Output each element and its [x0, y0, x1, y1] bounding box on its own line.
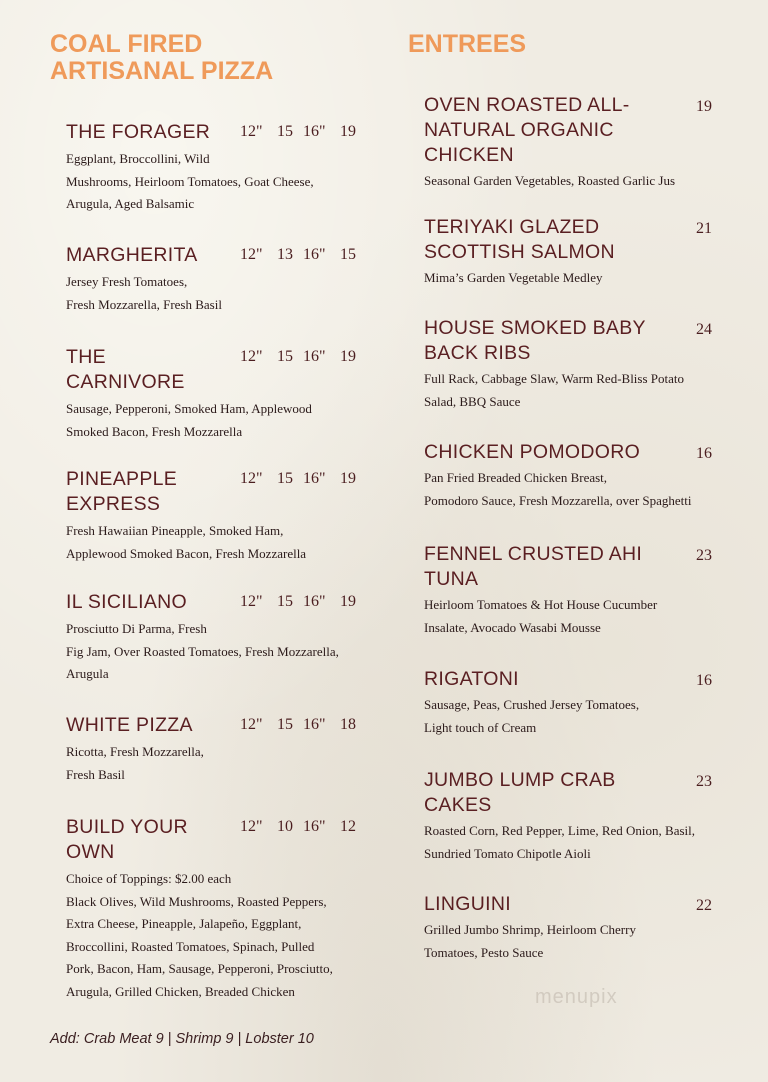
- pizza-item-description-line: Pork, Bacon, Ham, Sausage, Pepperoni, Prosciutto,: [66, 961, 333, 976]
- pizza-item: [66, 120, 376, 216]
- pizza-item-name-line: THE FORAGER: [66, 121, 211, 143]
- pizza-item-price-small: 15: [277, 593, 293, 610]
- pizza-item: [66, 345, 376, 443]
- pizza-item-description-line: Arugula, Aged Balsamic: [66, 196, 195, 211]
- pizza-title-line-2: ARTISANAL PIZZA: [50, 57, 274, 85]
- pizza-item-name: [66, 467, 376, 517]
- entree-item-description-line: Grilled Jumbo Shrimp, Heirloom Cherry: [424, 922, 636, 937]
- entree-item-description: [424, 368, 724, 413]
- pizza-item-size-large: 16": [303, 123, 326, 140]
- pizza-item-price-small: 15: [277, 470, 293, 487]
- pizza-item-description: [66, 741, 376, 786]
- pizza-item-description-line: Prosciutto Di Parma, Fresh: [66, 621, 207, 636]
- pizza-item-price-large: 19: [340, 593, 356, 610]
- pizza-item-description: [66, 868, 376, 1003]
- pizza-item-size-small: 12": [240, 348, 263, 365]
- entree-item: [424, 768, 724, 865]
- pizza-item-price-small: 15: [277, 716, 293, 733]
- pizza-item-description-line: Eggplant, Broccollini, Wild: [66, 151, 210, 166]
- entree-item-name: [424, 892, 679, 917]
- watermark: menupix: [535, 986, 618, 1008]
- pizza-item-description-line: Applewood Smoked Bacon, Fresh Mozzarella: [66, 545, 307, 561]
- pizza-item-description-line: Black Olives, Wild Mushrooms, Roasted Peppers,: [66, 893, 327, 909]
- entree-item: [424, 667, 724, 739]
- entree-item-description-line: Seasonal Garden Vegetables, Roasted Garlic Jus: [424, 173, 676, 188]
- entree-item: [424, 93, 724, 193]
- pizza-item-price-large: 12: [340, 818, 356, 835]
- pizza-item-description: [66, 271, 376, 316]
- entree-item-price: 16: [696, 445, 712, 462]
- pizza-item-price-large: 19: [340, 470, 356, 487]
- pizza-item-description-line: Fresh Basil: [66, 766, 125, 782]
- pizza-item-name: [66, 713, 376, 738]
- pizza-item-name-line: BUILD YOUR: [66, 816, 188, 838]
- entree-item-description: [424, 820, 724, 865]
- pizza-item-price-small: 10: [277, 818, 293, 835]
- pizza-item-price-large: 18: [340, 716, 356, 733]
- pizza-item-size-large: 16": [303, 348, 326, 365]
- pizza-item-size-large: 16": [303, 470, 326, 487]
- entree-item-description-line: Sausage, Peas, Crushed Jersey Tomatoes,: [424, 697, 640, 712]
- pizza-item-name: [66, 815, 376, 865]
- pizza-item-size-large: 16": [303, 818, 326, 835]
- entree-item-description-line: Insalate, Avocado Wasabi Mousse: [424, 619, 601, 635]
- entree-item-name-line: SCOTTISH SALMON: [424, 241, 615, 263]
- entree-item-price: 19: [696, 98, 712, 115]
- pizza-item: [66, 590, 376, 686]
- entree-item-name-line: LINGUINI: [424, 893, 511, 915]
- entree-item: [424, 542, 724, 639]
- entree-item-description-line: Pan Fried Breaded Chicken Breast,: [424, 470, 608, 485]
- pizza-item-price-large: 19: [340, 348, 356, 365]
- entree-item-name-line: FENNEL CRUSTED AHI: [424, 543, 643, 565]
- pizza-item-description-line: Mushrooms, Heirloom Tomatoes, Goat Cheese,: [66, 173, 314, 189]
- entree-item-price: 23: [696, 547, 712, 564]
- pizza-item-price-small: 15: [277, 123, 293, 140]
- pizza-item: [66, 243, 376, 316]
- entree-item-description: [424, 694, 724, 739]
- pizza-item-name: [66, 120, 376, 145]
- entree-item-description-line: Tomatoes, Pesto Sauce: [424, 944, 544, 960]
- pizza-item-description-line: Arugula, Grilled Chicken, Breaded Chicken: [66, 983, 295, 999]
- pizza-item-name-line: CARNIVORE: [66, 371, 185, 393]
- entree-item-name-line: CHICKEN: [424, 144, 514, 166]
- pizza-item-description-line: Fresh Mozzarella, Fresh Basil: [66, 296, 222, 312]
- pizza-item-description-line: Arugula: [66, 666, 109, 681]
- pizza-item-description-line: Broccollini, Roasted Tomatoes, Spinach, Pulled: [66, 938, 315, 954]
- pizza-item-name-line: WHITE PIZZA: [66, 714, 193, 736]
- entree-item-price: 22: [696, 897, 712, 914]
- entree-item-description-line: Salad, BBQ Sauce: [424, 393, 521, 409]
- pizza-item-size-large: 16": [303, 716, 326, 733]
- pizza-item-name-line: THE: [66, 346, 106, 368]
- entree-item-name-line: HOUSE SMOKED BABY: [424, 317, 646, 339]
- entree-item-name: [424, 215, 679, 265]
- entree-item-description-line: Roasted Corn, Red Pepper, Lime, Red Onion, Basil,: [424, 823, 696, 838]
- pizza-item-price-small: 15: [277, 348, 293, 365]
- entree-item-description-line: Mima’s Garden Vegetable Medley: [424, 270, 603, 285]
- pizza-section-title: [50, 31, 273, 85]
- pizza-item-description-line: Jersey Fresh Tomatoes,: [66, 274, 188, 289]
- entree-item-name-line: CAKES: [424, 794, 492, 816]
- entree-item-description-line: Full Rack, Cabbage Slaw, Warm Red-Bliss Potato: [424, 371, 685, 386]
- pizza-item-description-line: Fresh Hawaiian Pineapple, Smoked Ham,: [66, 523, 284, 538]
- pizza-item-price-large: 15: [340, 246, 356, 263]
- entree-item-name: [424, 667, 679, 692]
- entree-item-name: [424, 316, 679, 366]
- entree-item-description: [424, 594, 724, 639]
- pizza-item-size-small: 12": [240, 246, 263, 263]
- pizza-item-description-line: Extra Cheese, Pineapple, Jalapeño, Eggplant,: [66, 916, 302, 931]
- pizza-item-name-line: PINEAPPLE: [66, 468, 178, 490]
- entree-item: [424, 316, 724, 413]
- entree-item-name-line: TERIYAKI GLAZED: [424, 216, 600, 238]
- entree-item: [424, 440, 724, 512]
- entree-item-price: 16: [696, 672, 712, 689]
- entree-item-name-line: JUMBO LUMP CRAB: [424, 769, 616, 791]
- entree-item-name-line: NATURAL ORGANIC: [424, 119, 614, 141]
- pizza-item-description: [66, 148, 376, 216]
- addons-note: Add: Crab Meat 9 | Shrimp 9 | Lobster 10: [50, 1031, 314, 1047]
- entrees-section-title: ENTREES: [408, 30, 527, 58]
- pizza-item-size-small: 12": [240, 818, 263, 835]
- pizza-item: [66, 815, 376, 1003]
- pizza-item-description-line: Ricotta, Fresh Mozzarella,: [66, 744, 204, 759]
- pizza-item-price-large: 19: [340, 123, 356, 140]
- pizza-item-name-line: EXPRESS: [66, 493, 161, 515]
- pizza-item-name: [66, 590, 376, 615]
- entree-item-price: 23: [696, 773, 712, 790]
- pizza-item-size-large: 16": [303, 246, 326, 263]
- pizza-item-description-line: Sausage, Pepperoni, Smoked Ham, Applewood: [66, 401, 312, 416]
- pizza-item: [66, 467, 376, 565]
- entree-item-name-line: OVEN ROASTED ALL-: [424, 94, 630, 116]
- entree-item-price: 21: [696, 220, 712, 237]
- entree-item-name-line: RIGATONI: [424, 668, 519, 690]
- pizza-title-line-1: COAL FIRED: [50, 30, 203, 58]
- pizza-item-name: [66, 345, 376, 395]
- pizza-item-name-line: OWN: [66, 841, 115, 863]
- pizza-item-description: [66, 398, 376, 443]
- entree-item-description-line: Heirloom Tomatoes & Hot House Cucumber: [424, 597, 658, 612]
- entree-item-name: [424, 542, 679, 592]
- pizza-item-size-small: 12": [240, 716, 263, 733]
- pizza-item-size-small: 12": [240, 593, 263, 610]
- pizza-item: [66, 713, 376, 786]
- pizza-item-description-line: Choice of Toppings: $2.00 each: [66, 871, 232, 886]
- pizza-item-description: [66, 520, 376, 565]
- entree-item-description: [424, 267, 724, 290]
- entree-item-name: [424, 440, 679, 465]
- entree-item-name-line: CHICKEN POMODORO: [424, 441, 641, 463]
- pizza-item-price-small: 13: [277, 246, 293, 263]
- entree-item-name: [424, 93, 679, 168]
- pizza-item-description-line: Smoked Bacon, Fresh Mozzarella: [66, 423, 243, 439]
- entree-item-description: [424, 919, 724, 964]
- pizza-item-name-line: IL SICILIANO: [66, 591, 187, 613]
- pizza-item-size-small: 12": [240, 123, 263, 140]
- pizza-item-size-large: 16": [303, 593, 326, 610]
- entree-item-description: [424, 170, 724, 193]
- pizza-item-description: [66, 618, 376, 686]
- entree-item-name: [424, 768, 679, 818]
- entree-item-description-line: Sundried Tomato Chipotle Aioli: [424, 845, 591, 861]
- pizza-item-name-line: MARGHERITA: [66, 244, 198, 266]
- entree-item: [424, 892, 724, 964]
- entree-item-description-line: Pomodoro Sauce, Fresh Mozzarella, over Spaghetti: [424, 492, 692, 508]
- pizza-item-description-line: Fig Jam, Over Roasted Tomatoes, Fresh Mozzarella,: [66, 643, 339, 659]
- entree-item-description-line: Light touch of Cream: [424, 719, 537, 735]
- entree-item-price: 24: [696, 321, 712, 338]
- pizza-item-size-small: 12": [240, 470, 263, 487]
- entree-item: [424, 215, 724, 290]
- pizza-item-name: [66, 243, 376, 268]
- entree-item-description: [424, 467, 724, 512]
- entree-item-name-line: TUNA: [424, 568, 479, 590]
- entree-item-name-line: BACK RIBS: [424, 342, 531, 364]
